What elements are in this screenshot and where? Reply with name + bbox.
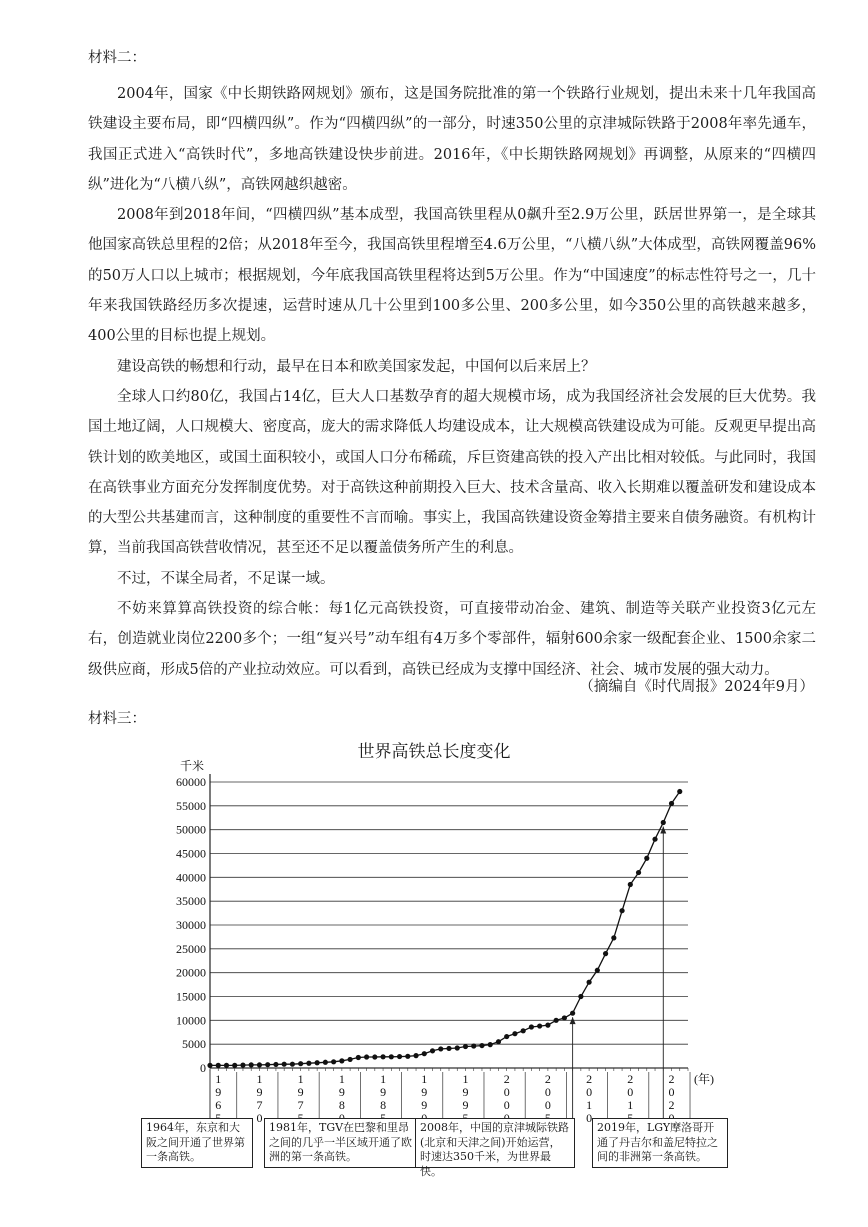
data-point bbox=[438, 1046, 443, 1051]
data-point bbox=[504, 1034, 509, 1039]
data-point bbox=[282, 1062, 287, 1067]
data-point bbox=[554, 1018, 559, 1023]
y-tick-label: 50000 bbox=[176, 822, 206, 837]
data-point bbox=[216, 1063, 221, 1068]
material2-heading: 材料二： bbox=[88, 50, 146, 66]
data-point bbox=[265, 1062, 270, 1067]
paragraph-2: 2008年到2018年间，“四横四纵”基本成型，我国高铁里程从0飙升至2.9万公里，跃居世界第一，是全球其他国家高铁总里程的2倍；从2018年至今，我国高铁里程增至4.6万公里，“八横八纵”大体成型，高铁网覆盖96%的50万人口以上城市；根据规划，今年底我国高铁里程将达到5万公里。作为“中国速度”的标志性符号之一，几十年来我国铁路经历多次提速，运营时速从几十公里到100多公里、200多公里，如今350公里的高铁越来越多，400公里的目标也提上规划。 bbox=[88, 207, 816, 345]
y-tick-label: 15000 bbox=[176, 989, 206, 1004]
data-point bbox=[298, 1061, 303, 1066]
data-point bbox=[479, 1043, 484, 1048]
y-tick-label: 0 bbox=[200, 1061, 206, 1075]
paragraph-1: 2004年，国家《中长期铁路网规划》颁布，这是国务院批准的第一个铁路行业规划，提出未来十几年我国高铁建设主要布局，即“四横四纵”。作为“四横四纵”的一部分，时速350公里的京津城际铁路于2008年率先通车，我国正式进入“高铁时代”，多地高铁建设快步前进。2016年，《中长期铁路网规划》再调整，从原来的“四横四纵”进化为“八横八纵”，高铁网越织越密。 bbox=[88, 86, 816, 193]
data-point bbox=[339, 1058, 344, 1063]
data-point bbox=[661, 820, 666, 825]
x-tick-label: 2 0 0 bbox=[503, 1072, 510, 1112]
data-point bbox=[315, 1060, 320, 1065]
data-point bbox=[570, 1011, 575, 1016]
x-tick-label: 2 0 1 bbox=[627, 1072, 634, 1112]
data-point bbox=[636, 870, 641, 875]
chart-title: 世界高铁总长度变化 bbox=[357, 742, 511, 762]
data-point bbox=[512, 1031, 517, 1036]
data-point bbox=[380, 1054, 385, 1059]
data-point bbox=[240, 1063, 245, 1068]
x-tick-label: 1 9 9 bbox=[462, 1072, 469, 1112]
data-point bbox=[446, 1046, 451, 1051]
x-tick-label: 2 0 2 bbox=[668, 1072, 675, 1112]
x-tick-label: 1 9 8 bbox=[380, 1072, 387, 1112]
y-tick-label: 10000 bbox=[176, 1013, 206, 1028]
data-point bbox=[232, 1063, 237, 1068]
paragraph-6: 不妨来算算高铁投资的综合帐：每1亿元高铁投资，可直接带动冶金、建筑、制造等关联产业投资3亿元左右，创造就业岗位2200多个；一组“复兴号”动车组有4万多个零部件，辐射600余家一级配套企业、1500余家二级供应商，形成5倍的产业拉动效应。可以看到，高铁已经成为支撑中国经济、社会、城市发展的强大动力。 bbox=[88, 601, 816, 678]
y-tick-label: 45000 bbox=[176, 846, 206, 861]
y-tick-label: 5000 bbox=[182, 1037, 206, 1052]
data-point bbox=[537, 1023, 542, 1028]
y-tick-label: 40000 bbox=[176, 870, 206, 885]
data-point bbox=[397, 1054, 402, 1059]
data-point bbox=[422, 1051, 427, 1056]
data-point bbox=[306, 1061, 311, 1066]
data-point bbox=[290, 1062, 295, 1067]
series-line bbox=[210, 792, 680, 1066]
annotation-1964: 1964年，东京和大阪之间开通了世界第一条高铁。 bbox=[141, 1118, 253, 1168]
data-point bbox=[521, 1028, 526, 1033]
data-point bbox=[207, 1063, 212, 1068]
data-point bbox=[619, 908, 624, 913]
data-point bbox=[273, 1062, 278, 1067]
data-point bbox=[587, 980, 592, 985]
data-point bbox=[669, 801, 674, 806]
data-point bbox=[257, 1062, 262, 1067]
data-point bbox=[364, 1054, 369, 1059]
data-point bbox=[595, 968, 600, 973]
data-point bbox=[677, 789, 682, 794]
paragraph-5: 不过，不谋全局者，不足谋一域。 bbox=[117, 570, 335, 587]
data-point bbox=[430, 1048, 435, 1053]
data-point bbox=[578, 994, 583, 999]
annotation-2019: 2019年，LGY摩洛哥开通了丹吉尔和盖尼特拉之间的非洲第一条高铁。 bbox=[592, 1118, 728, 1168]
data-point bbox=[545, 1023, 550, 1028]
data-point bbox=[224, 1063, 229, 1068]
x-axis-unit: (年) bbox=[694, 1072, 714, 1086]
data-point bbox=[405, 1054, 410, 1059]
data-point bbox=[389, 1054, 394, 1059]
data-point bbox=[496, 1039, 501, 1044]
data-point bbox=[455, 1045, 460, 1050]
x-tick-label: 1 9 6 bbox=[215, 1072, 222, 1112]
y-tick-label: 30000 bbox=[176, 918, 206, 932]
y-tick-label: 55000 bbox=[176, 798, 206, 813]
data-point bbox=[372, 1054, 377, 1059]
data-point bbox=[471, 1043, 476, 1048]
material3-heading: 材料三： bbox=[88, 711, 146, 727]
data-point bbox=[644, 856, 649, 861]
paragraph-3: 建设高铁的畅想和行动，最早在日本和欧美国家发起，中国何以后来居上？ bbox=[117, 358, 596, 375]
data-point bbox=[463, 1044, 468, 1049]
data-point bbox=[356, 1055, 361, 1060]
y-axis-label: 千米 bbox=[180, 759, 205, 773]
y-tick-label: 25000 bbox=[176, 941, 206, 956]
data-point bbox=[652, 837, 657, 842]
x-tick-label: 1 9 7 bbox=[297, 1072, 304, 1112]
y-tick-label: 20000 bbox=[176, 965, 206, 980]
y-tick-label: 35000 bbox=[176, 894, 206, 909]
data-point bbox=[488, 1042, 493, 1047]
data-point bbox=[611, 935, 616, 940]
y-tick-label: 60000 bbox=[176, 775, 206, 789]
x-tick-label: 1 9 8 bbox=[338, 1072, 345, 1112]
x-tick-label: 1 9 9 bbox=[421, 1072, 428, 1112]
data-point bbox=[323, 1060, 328, 1065]
data-point bbox=[348, 1057, 353, 1062]
x-tick-label: 2 0 0 bbox=[544, 1072, 551, 1112]
data-point bbox=[529, 1024, 534, 1029]
x-tick-label: 2 0 1 0 bbox=[586, 1072, 593, 1125]
source-citation: （摘编自《时代周报》2024年9月） bbox=[579, 679, 814, 695]
data-point bbox=[331, 1059, 336, 1064]
annotation-1981: 1981年，TGV在巴黎和里昂之间的几乎一半区域开通了欧洲的第一条高铁。 bbox=[264, 1118, 424, 1168]
data-point bbox=[249, 1062, 254, 1067]
data-point bbox=[603, 951, 608, 956]
data-point bbox=[413, 1053, 418, 1058]
paragraph-4: 全球人口约80亿，我国占14亿，巨大人口基数孕育的超大规模市场，成为我国经济社会发展的巨大优势。我国土地辽阔，人口规模大、密度高，庞大的需求降低人均建设成本，让大规模高铁建设成为可能。反观更早提出高铁计划的欧美地区，或国土面积较小，或国人口分布稀疏，斥巨资建高铁的投入产出比相对较低。与此同时，我国在高铁事业方面充分发挥制度优势。对于高铁这种前期投入巨大、技术含量高、收入长期难以覆盖研发和建设成本的大型公共基建而言，这种制度的重要性不言而喻。事实上，我国高铁建设资金筹措主要来自债务融资。有机构计算，当前我国高铁营收情况，甚至还不足以覆盖债务所产生的利息。 bbox=[88, 388, 816, 557]
annotation-2008: 2008年，中国的京津城际铁路(北京和天津之间)开始运营，时速达350千米，为世界最快。 bbox=[415, 1118, 575, 1168]
x-tick-label: 1 9 7 0 bbox=[256, 1072, 263, 1125]
data-point bbox=[628, 882, 633, 887]
data-point bbox=[562, 1015, 567, 1020]
